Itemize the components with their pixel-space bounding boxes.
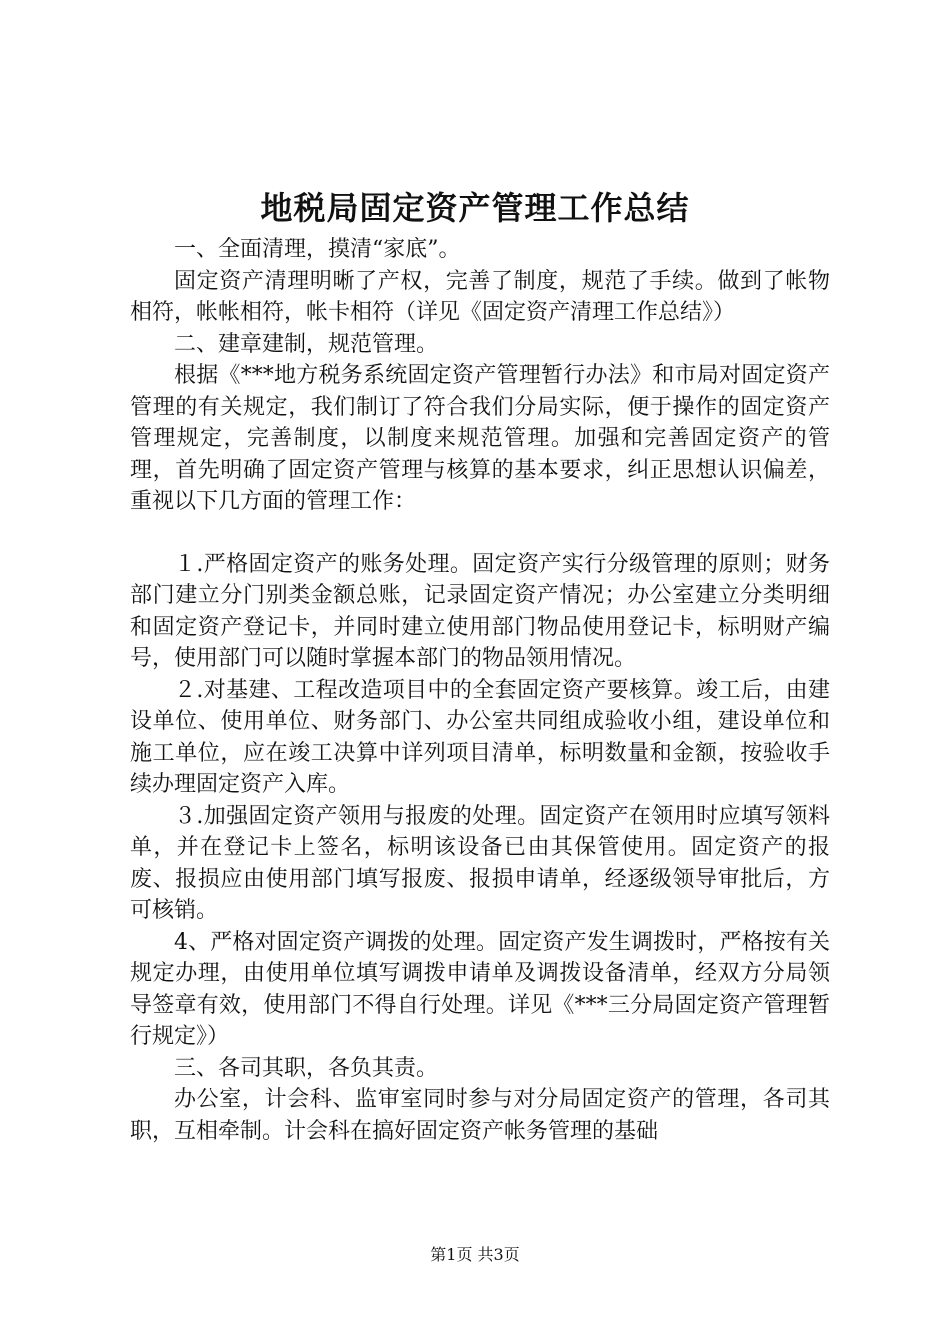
document-body xyxy=(130,234,830,1147)
section-heading-2: 二、建章建制，规范管理。 xyxy=(174,331,439,357)
page-number-footer: 第1页 共3页 xyxy=(430,1245,520,1264)
section-heading-1: 一、全面清理，摸清“家底”。 xyxy=(174,237,461,262)
list-item-1: １.严格固定资产的账务处理。固定资产实行分级管理的原则；财务部门建立分门别类金额总账，记录固定资产情况；办公室建立分类明细和固定资产登记卡，并同时建立使用部门物品使用登记卡，标明财产编号，使用部门可以随时掌握本部门的物品领用情况。 xyxy=(130,551,830,671)
document-title: 地税局固定资产管理工作总结 xyxy=(260,189,690,227)
paragraph: 办公室，计会科、监审室同时参与对分局固定资产的管理，各司其职，互相牵制。计会科在搞好固定资产帐务管理的基础 xyxy=(130,1087,830,1144)
list-item-3: ３.加强固定资产领用与报废的处理。固定资产在领用时应填写领料单，并在登记卡上签名，标明该设备已由其保管使用。固定资产的报废、报损应由使用部门填写报废、报损申请单，经逐级领导审批后，方可核销。 xyxy=(130,803,830,923)
list-item-4: 4、严格对固定资产调拨的处理。固定资产发生调拨时，严格按有关规定办理，由使用单位填写调拨申请单及调拨设备清单，经双方分局领导签章有效，使用部门不得自行处理。详见《***三分局固定资产管理暂行规定》） xyxy=(130,929,830,1049)
paragraph: 固定资产清理明晰了产权，完善了制度，规范了手续。做到了帐物相符，帐帐相符，帐卡相符（详见《固定资产清理工作总结》） xyxy=(130,268,830,325)
paragraph-gap xyxy=(130,518,830,549)
section-heading-3: 三、各司其职，各负其责。 xyxy=(174,1055,439,1081)
paragraph: 根据《***地方税务系统固定资产管理暂行办法》和市局对固定资产管理的有关规定，我们制订了符合我们分局实际，便于操作的固定资产管理规定，完善制度，以制度来规范管理。加强和完善固定资产的管理，首先明确了固定资产管理与核算的基本要求，纠正思想认识偏差，重视以下几方面的管理工作： xyxy=(130,363,830,514)
list-item-2: ２.对基建、工程改造项目中的全套固定资产要核算。竣工后，由建设单位、使用单位、财务部门、办公室共同组成验收小组，建设单位和施工单位，应在竣工决算中详列项目清单，标明数量和金额，按验收手续办理固定资产入库。 xyxy=(130,677,830,797)
